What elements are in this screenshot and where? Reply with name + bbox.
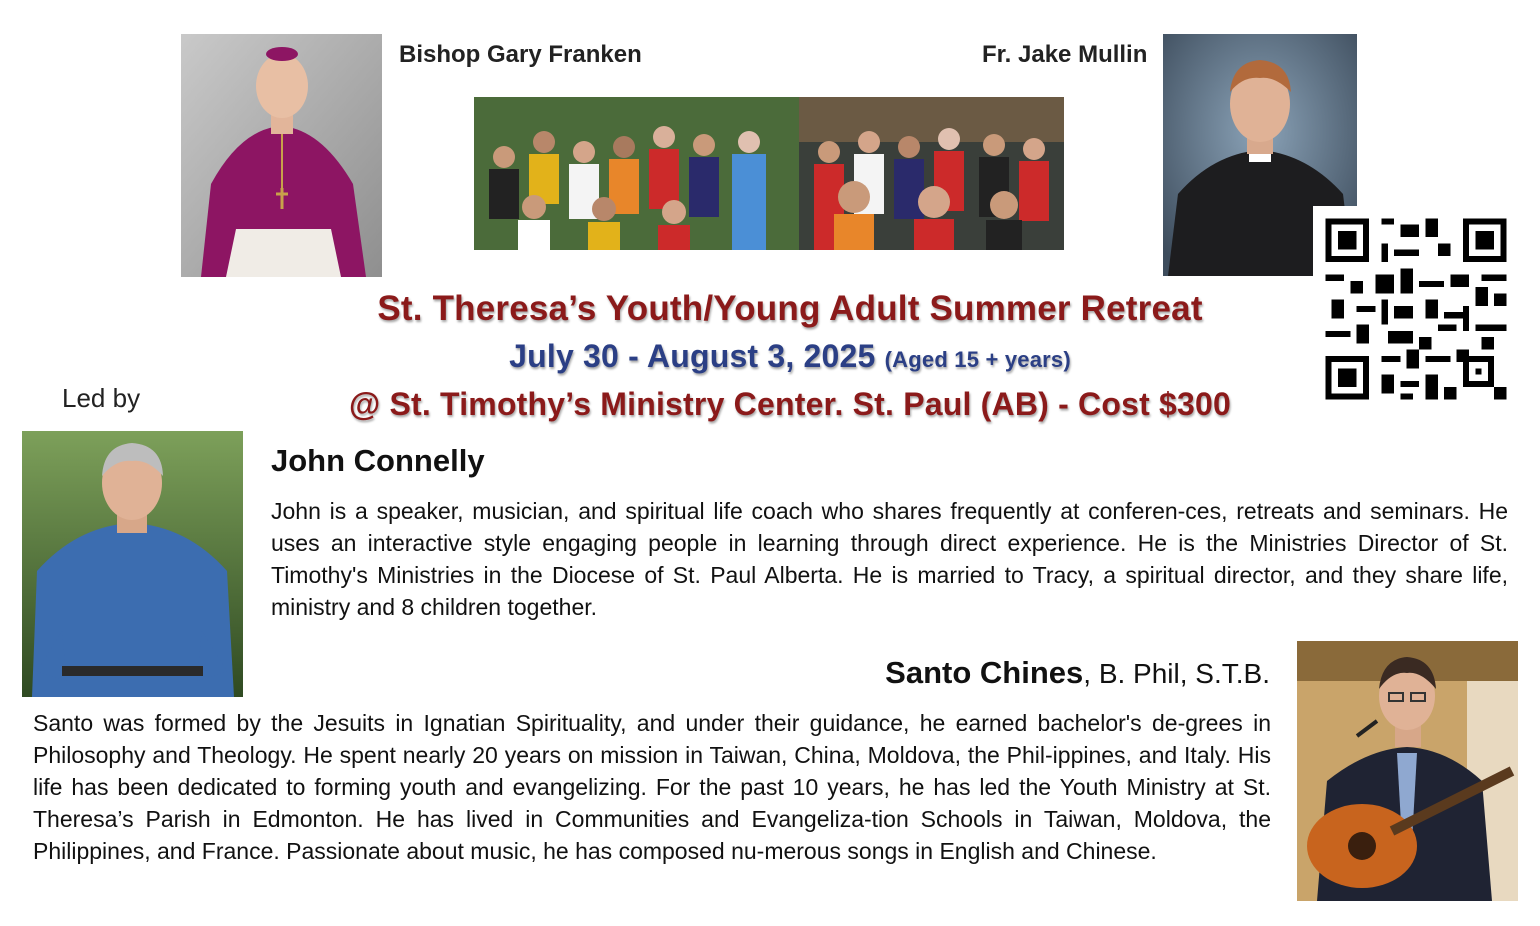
bishop-portrait-photo xyxy=(181,34,382,277)
santo-chines-photo xyxy=(1297,641,1518,901)
speaker-bio-santo: Santo was formed by the Jesuits in Ignatian Spirituality, and under their guidance, he earned bachelor's de-grees in Philosophy and Theology. He spent nearly 20 years on mission in Taiwan, China, Moldova, the Phil-ippines, and Italy. His life has been dedicated to forming youth and evangelizing. For the past 10 years, he has led the Youth Ministry at St. Theresa’s Parish in Edmonton. He has lived in Communities and Evangeliza-tion Schools in Taiwan, Moldova, the Philippines, and France. Passionate about music, he has composed nu-merous songs in English and Chinese. xyxy=(33,710,1271,864)
john-connelly-photo xyxy=(22,431,243,697)
qr-code[interactable] xyxy=(1313,206,1519,412)
speaker-bio-john: John is a speaker, musician, and spiritual life coach who shares frequently at conferen-ces, retreats and seminars. He uses an interactive style engaging people in learning through direct experience. He is the Ministries Director of St. Timothy's Ministries in the Diocese of St. Paul Alberta. He is married to Tracy, a spiritual director, and they share life, ministry and 8 children together. xyxy=(271,498,1508,620)
event-dates: July 30 - August 3, 2025 xyxy=(509,338,876,374)
bishop-name: Bishop Gary Franken xyxy=(399,41,642,68)
priest-name: Fr. Jake Mullin xyxy=(982,41,1148,68)
led-by-label: Led by xyxy=(62,383,141,413)
event-dates-line xyxy=(250,338,1330,375)
event-title: St. Theresa’s Youth/Young Adult Summer Retreat xyxy=(377,289,1203,328)
event-age: (Aged 15 + years) xyxy=(884,347,1071,372)
event-location: @ St. Timothy’s Ministry Center. St. Paul (AB) - Cost $300 xyxy=(348,386,1232,422)
speaker-credentials-santo: , B. Phil, S.T.B. xyxy=(1083,658,1270,689)
speaker-name-santo: Santo Chines xyxy=(885,655,1084,690)
speaker-name-john: John Connelly xyxy=(271,443,485,478)
speaker-heading-santo xyxy=(885,655,1270,691)
youth-group-photo xyxy=(474,97,1064,250)
